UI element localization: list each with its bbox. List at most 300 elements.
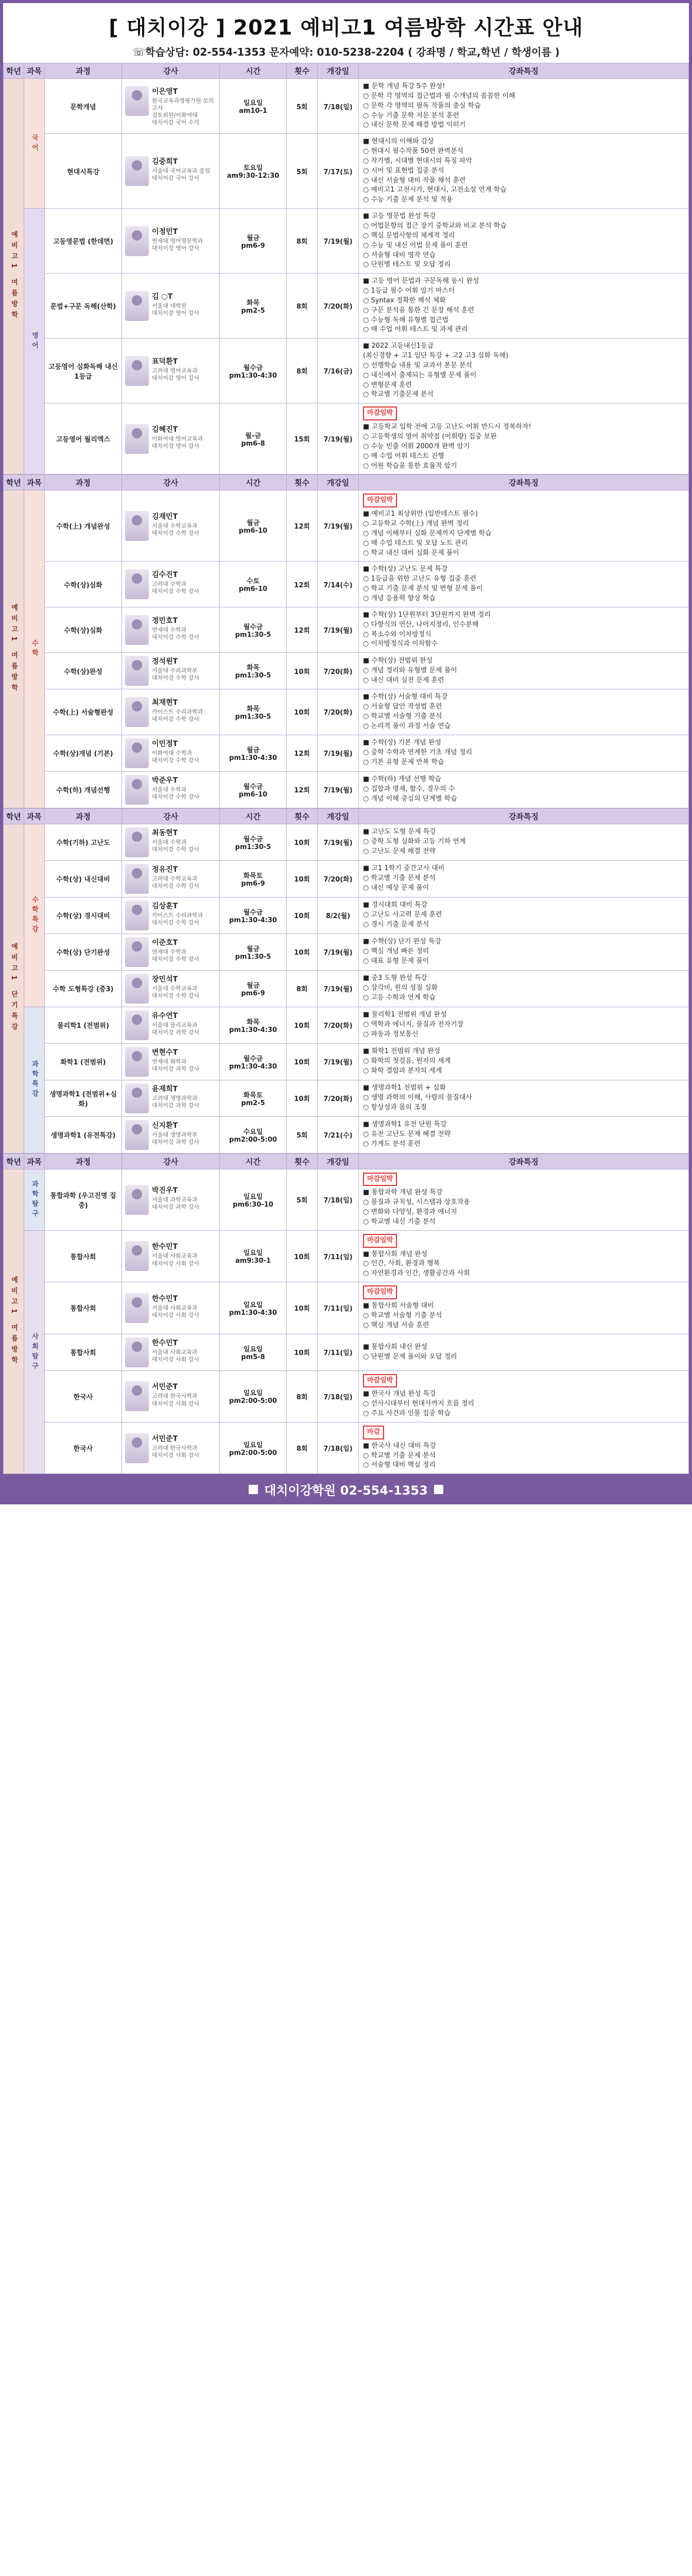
start-date: 7/19(월) bbox=[318, 771, 359, 808]
teacher-info bbox=[152, 864, 199, 890]
teacher-info bbox=[152, 1381, 199, 1408]
column-header: 과목 bbox=[24, 63, 45, 79]
teacher-cell bbox=[122, 79, 220, 134]
description-text: ■ 통합사회 내신 완성 ○ 단원별 문제 풀이와 오답 정리 bbox=[363, 1343, 457, 1361]
description-text: ■ 고등 영문법 완성 특강 ○ 어법문항의 접근 장기 중학교와 비교 분석 학습 ○ 핵심 문법사항의 체계적 정리 ○ 수능 및 내신 어법 문제 풀이 훈련 ○ 서술형 대비 영작 연습 ○ 단원별 테스트 및 오답 정리 bbox=[363, 212, 507, 269]
column-header: 과정 bbox=[45, 1154, 122, 1169]
deadline-badge: 마감임박 bbox=[363, 1374, 397, 1388]
teacher-info bbox=[152, 424, 203, 450]
teacher-credentials: 연세대 화학과 대치이강 과학 강사 bbox=[152, 1058, 200, 1072]
table-row bbox=[4, 735, 689, 771]
grade-label: 예비고1 단기특강 bbox=[4, 824, 24, 1153]
teacher-photo-icon bbox=[125, 1293, 149, 1323]
session-count: 10회 bbox=[287, 1080, 318, 1116]
course-name: 물리학1 (전범위) bbox=[45, 1007, 122, 1043]
start-date: 7/11(일) bbox=[318, 1230, 359, 1282]
teacher-info bbox=[152, 1010, 199, 1037]
column-header: 강좌특징 bbox=[359, 1154, 689, 1169]
footer-text: 대치이강학원 02-554-1353 bbox=[264, 1483, 428, 1498]
teacher-photo-icon bbox=[125, 864, 149, 894]
session-count: 12회 bbox=[287, 490, 318, 562]
start-date: 7/16(금) bbox=[318, 338, 359, 403]
table-row bbox=[4, 771, 689, 808]
class-time: 화목토 pm2-5 bbox=[220, 1080, 287, 1116]
teacher-credentials: 서울대 수학교육과 대치이강 수학 강사 bbox=[152, 522, 200, 537]
column-header: 과정 bbox=[45, 808, 122, 824]
teacher-cell bbox=[122, 1282, 220, 1334]
course-description bbox=[359, 824, 689, 860]
teacher-info bbox=[152, 356, 199, 382]
course-description bbox=[359, 735, 689, 771]
teacher-info bbox=[152, 974, 199, 1000]
teacher-info bbox=[152, 156, 210, 182]
class-time: 월수금 pm6-10 bbox=[220, 771, 287, 808]
description-text: ■ 통합사회 서술형 대비 ○ 학교별 서술형 기출 분석 ○ 핵심 개념 서술 훈련 bbox=[363, 1302, 442, 1329]
teacher-info bbox=[152, 697, 203, 723]
teacher-name: 정석원T bbox=[152, 657, 178, 666]
teacher-info bbox=[152, 1337, 199, 1364]
teacher-info bbox=[152, 775, 199, 801]
page-title: [ 대치이강 ] 2021 예비고1 여름방학 시간표 안내 bbox=[109, 16, 583, 40]
class-time: 월수금 pm1:30-4:30 bbox=[220, 338, 287, 403]
teacher-box bbox=[125, 864, 216, 894]
teacher-info bbox=[152, 1433, 199, 1460]
column-header: 시간 bbox=[220, 808, 287, 824]
teacher-photo-icon bbox=[125, 1185, 149, 1215]
teacher-cell bbox=[122, 1169, 220, 1230]
teacher-box bbox=[125, 1185, 216, 1215]
course-description bbox=[359, 403, 689, 474]
teacher-name: 김중희T bbox=[152, 158, 178, 166]
class-time: 월수금 pm1:30-5 bbox=[220, 607, 287, 652]
description-text: ■ 통합사회 개념 완성 ○ 인간, 사회, 환경과 행복 ○ 자연환경과 인간, 생활공간과 사회 bbox=[363, 1250, 470, 1278]
session-count: 12회 bbox=[287, 735, 318, 771]
start-date: 7/21(수) bbox=[318, 1116, 359, 1153]
teacher-cell bbox=[122, 653, 220, 689]
course-description bbox=[359, 79, 689, 134]
class-time: 화목 pm2-5 bbox=[220, 274, 287, 338]
subject-label: 과학특강 bbox=[24, 1007, 45, 1153]
teacher-box bbox=[125, 511, 216, 541]
teacher-cell bbox=[122, 209, 220, 274]
description-text: ■ 예비고1 최상위반 (입반테스트 필수) ○ 고등학교 수학(上) 개념 완벽 정리 ○ 개념 이해부터 심화 문제까지 단계별 학습 ○ 매 수업 테스트 및 오답 노트 관리 ○ 학교 내신 대비 심화 문제 풀이 bbox=[363, 510, 492, 557]
column-header: 과목 bbox=[24, 475, 45, 490]
teacher-box bbox=[125, 697, 216, 727]
schedule-tables bbox=[3, 63, 689, 1474]
teacher-name: 최동현T bbox=[152, 828, 178, 837]
course-description bbox=[359, 689, 689, 735]
table-row bbox=[4, 607, 689, 652]
column-header: 학년 bbox=[4, 475, 24, 490]
teacher-credentials: 고려대 수학교육과 대치이강 수학 강사 bbox=[152, 875, 200, 889]
teacher-name: 윤재희T bbox=[152, 1084, 178, 1093]
course-name: 수학(상) 단기완성 bbox=[45, 934, 122, 970]
teacher-name: 서민준T bbox=[152, 1383, 178, 1392]
start-date: 7/20(화) bbox=[318, 274, 359, 338]
teacher-credentials: 서울대 국어교육과 졸업 대치이강 국어 강사 bbox=[152, 167, 211, 182]
start-date: 7/20(화) bbox=[318, 689, 359, 735]
course-name: 문학개념 bbox=[45, 79, 122, 134]
course-description bbox=[359, 274, 689, 338]
teacher-cell bbox=[122, 274, 220, 338]
column-header: 과정 bbox=[45, 63, 122, 79]
table-row bbox=[4, 1080, 689, 1116]
teacher-cell bbox=[122, 1080, 220, 1116]
teacher-photo-icon bbox=[125, 156, 149, 186]
teacher-box bbox=[125, 1047, 216, 1077]
table-row bbox=[4, 1282, 689, 1334]
teacher-photo-icon bbox=[125, 937, 149, 967]
session-count: 5회 bbox=[287, 1169, 318, 1230]
teacher-box bbox=[125, 156, 216, 186]
start-date: 7/18(일) bbox=[318, 79, 359, 134]
table-row bbox=[4, 1370, 689, 1422]
course-name: 수학 도형특강 (중3) bbox=[45, 970, 122, 1007]
session-count: 10회 bbox=[287, 1334, 318, 1370]
teacher-box bbox=[125, 291, 216, 321]
teacher-box bbox=[125, 1120, 216, 1150]
course-description bbox=[359, 1334, 689, 1370]
session-count: 10회 bbox=[287, 934, 318, 970]
description-text: ■ 수학(상) 고난도 문제 특강 ○ 1등급을 위한 고난도 유형 집중 훈련 ○ 학교 기출 문제 분석 및 변형 문제 풀이 ○ 개념 응용력 향상 학습 bbox=[363, 565, 483, 602]
table-row bbox=[4, 1116, 689, 1153]
session-count: 5회 bbox=[287, 134, 318, 209]
description-text: ■ 수학(상) 단기 완성 특강 ○ 핵심 개념 빠른 정리 ○ 대표 유형 문제 풀이 bbox=[363, 938, 441, 965]
teacher-info bbox=[152, 1185, 199, 1211]
teacher-cell bbox=[122, 338, 220, 403]
teacher-photo-icon bbox=[125, 775, 149, 805]
teacher-info bbox=[152, 656, 199, 682]
start-date: 7/20(화) bbox=[318, 1080, 359, 1116]
teacher-box bbox=[125, 1010, 216, 1040]
square-icon bbox=[249, 1485, 258, 1494]
course-name: 통합사회 bbox=[45, 1334, 122, 1370]
teacher-cell bbox=[122, 897, 220, 934]
subject-label: 사회탐구 bbox=[24, 1230, 45, 1474]
start-date: 7/20(화) bbox=[318, 653, 359, 689]
teacher-cell bbox=[122, 824, 220, 860]
table-row bbox=[4, 1422, 689, 1473]
column-header: 학년 bbox=[4, 63, 24, 79]
description-text: ■ 한국사 개념 완성 특강 ○ 선사시대부터 현대사까지 흐름 정리 ○ 주요 사건과 인물 집중 학습 bbox=[363, 1390, 475, 1418]
course-description bbox=[359, 934, 689, 970]
course-name: 화학1 (전범위) bbox=[45, 1043, 122, 1080]
teacher-info bbox=[152, 901, 203, 927]
course-description bbox=[359, 1116, 689, 1153]
course-name: 한국사 bbox=[45, 1422, 122, 1473]
teacher-name: 신지환T bbox=[152, 1121, 178, 1130]
table-row bbox=[4, 1169, 689, 1230]
description-text: ■ 고등 영어 문법과 구문독해 동시 완성 ○ 1등급 필수 어휘 암기 마스터 ○ Syntax 정확한 해석 체화 ○ 구문 분석을 통한 긴 문장 해석 훈련 ○ 수능형 독해 유형별 접근법 ○ 매 수업 어휘 테스트 및 과제 관리 bbox=[363, 277, 479, 334]
course-name: 수학(하) 개념선행 bbox=[45, 771, 122, 808]
teacher-name: 김 ○T bbox=[152, 292, 173, 301]
teacher-box bbox=[125, 1381, 216, 1411]
teacher-photo-icon bbox=[125, 901, 149, 930]
teacher-info bbox=[152, 226, 203, 252]
course-description bbox=[359, 897, 689, 934]
subject-label: 수학특강 bbox=[24, 824, 45, 1007]
start-date: 8/2(월) bbox=[318, 897, 359, 934]
teacher-info bbox=[152, 291, 199, 317]
teacher-box bbox=[125, 937, 216, 967]
class-time: 일요일 pm2:00-5:00 bbox=[220, 1422, 287, 1473]
teacher-credentials: 한국교육과정평가원 모의고사 검토위원/이화여대 대치이강 국어 수석 bbox=[152, 97, 214, 126]
course-description bbox=[359, 771, 689, 808]
teacher-box bbox=[125, 901, 216, 930]
table-header-row bbox=[4, 808, 689, 824]
session-count: 8회 bbox=[287, 274, 318, 338]
teacher-info bbox=[152, 1241, 199, 1267]
teacher-name: 한수민T bbox=[152, 1243, 178, 1251]
teacher-cell bbox=[122, 934, 220, 970]
session-count: 10회 bbox=[287, 1043, 318, 1080]
teacher-box bbox=[125, 1083, 216, 1113]
column-header: 개강일 bbox=[318, 475, 359, 490]
grade-label: 예비고1 여름방학 bbox=[4, 1169, 24, 1474]
contact-info: ☏학습상담: 02-554-1353 문자예약: 010-5238-2204 ( 강좌명 / 학교,학년 / 학생이름 ) bbox=[132, 46, 560, 58]
teacher-photo-icon bbox=[125, 974, 149, 1004]
teacher-photo-icon bbox=[125, 356, 149, 386]
course-name: 생명과학1 (유전특강) bbox=[45, 1116, 122, 1153]
teacher-info bbox=[152, 1293, 199, 1319]
session-count: 5회 bbox=[287, 79, 318, 134]
table-row bbox=[4, 1007, 689, 1043]
teacher-cell bbox=[122, 860, 220, 897]
teacher-cell bbox=[122, 771, 220, 808]
column-header: 시간 bbox=[220, 475, 287, 490]
description-text: ■ 경시대회 대비 특강 ○ 고난도 사고력 문제 훈련 ○ 경시 기출 문제 분석 bbox=[363, 901, 442, 928]
column-header: 과정 bbox=[45, 475, 122, 490]
session-count: 12회 bbox=[287, 607, 318, 652]
description-text: ■ 문학 개념 특강 5주 완성! ○ 문학 각 영역의 접근법과 필 수개념의 꼼꼼한 이해 ○ 문학 각 영역의 필독 작품의 충실 학습 ○ 수능 기출 문학 지문 분석 훈련 ○ 내신 문학 문제 해결 방법 익히기 bbox=[363, 82, 515, 129]
start-date: 7/18(일) bbox=[318, 1169, 359, 1230]
column-header: 횟수 bbox=[287, 63, 318, 79]
teacher-photo-icon bbox=[125, 615, 149, 645]
description-text: ■ 생명과학1 전범위 + 심화 ○ 생명 과학의 이해, 사람의 물질대사 ○ 항상성과 몸의 조절 bbox=[363, 1084, 472, 1111]
teacher-credentials: 고려대 한국사학과 대치이강 사회 강사 bbox=[152, 1393, 200, 1407]
footer-bar bbox=[3, 1474, 689, 1504]
teacher-credentials: 이화여대 수학과 대치이강 수학 강사 bbox=[152, 749, 200, 764]
deadline-badge: 마감임박 bbox=[363, 494, 397, 507]
session-count: 12회 bbox=[287, 562, 318, 607]
description-text: ■ 수학(하) 개념 선행 학습 ○ 집합과 명제, 함수, 경우의 수 ○ 개념 이해 중심의 단계별 학습 bbox=[363, 775, 457, 803]
course-description bbox=[359, 1007, 689, 1043]
course-description bbox=[359, 970, 689, 1007]
course-name: 수학(상) 내신대비 bbox=[45, 860, 122, 897]
teacher-name: 이민정T bbox=[152, 739, 178, 748]
session-count: 10회 bbox=[287, 1282, 318, 1334]
table-row bbox=[4, 79, 689, 134]
course-name: 통합사회 bbox=[45, 1282, 122, 1334]
course-description bbox=[359, 1169, 689, 1230]
teacher-name: 한수민T bbox=[152, 1294, 178, 1303]
session-count: 8회 bbox=[287, 970, 318, 1007]
class-time: 월-금 pm6-8 bbox=[220, 403, 287, 474]
teacher-credentials: 서울대 사회교육과 대치이강 사회 강사 bbox=[152, 1348, 200, 1363]
description-text: ■ 중3 도형 완성 특강 ○ 삼각비, 원의 성질 심화 ○ 고등 수학과 연계 학습 bbox=[363, 974, 438, 1002]
course-name: 수학(상)개념 (기본) bbox=[45, 735, 122, 771]
class-time: 월금 pm6-9 bbox=[220, 970, 287, 1007]
teacher-box bbox=[125, 1241, 216, 1271]
start-date: 7/19(월) bbox=[318, 490, 359, 562]
teacher-info bbox=[152, 615, 199, 641]
teacher-name: 표덕환T bbox=[152, 357, 178, 366]
teacher-name: 정민호T bbox=[152, 616, 178, 625]
class-time: 월수금 pm1:30-4:30 bbox=[220, 897, 287, 934]
column-header: 시간 bbox=[220, 63, 287, 79]
teacher-box bbox=[125, 615, 216, 645]
deadline-badge: 마감임박 bbox=[363, 1173, 397, 1187]
class-time: 월금 pm6-10 bbox=[220, 490, 287, 562]
teacher-cell bbox=[122, 403, 220, 474]
teacher-box bbox=[125, 775, 216, 805]
grade-label: 예비고1 여름방학 bbox=[4, 79, 24, 474]
course-description bbox=[359, 490, 689, 562]
column-header: 시간 bbox=[220, 1154, 287, 1169]
teacher-name: 서민준T bbox=[152, 1434, 178, 1443]
teacher-info bbox=[152, 511, 199, 537]
teacher-photo-icon bbox=[125, 1433, 149, 1463]
class-time: 화목토 pm6-9 bbox=[220, 860, 287, 897]
column-header: 개강일 bbox=[318, 808, 359, 824]
column-header: 강사 bbox=[122, 475, 220, 490]
course-name: 고등영문법 (한데면) bbox=[45, 209, 122, 274]
table-row bbox=[4, 490, 689, 562]
teacher-photo-icon bbox=[125, 1381, 149, 1411]
teacher-cell bbox=[122, 607, 220, 652]
class-time: 화목 pm1:30-5 bbox=[220, 653, 287, 689]
description-text: ■ 2022 고등내신1등급 (최신경향 + 고1 입단 특강 + 고2 고3 심화 독해) ○ 선행학습 내용 및 교과서 본문 분석 ○ 내신에서 출제되는 유형별 문제 풀이 ○ 변형문제 훈련 ○ 학교별 기출문제 분석 bbox=[363, 342, 509, 399]
table-header-row bbox=[4, 63, 689, 79]
course-description bbox=[359, 1080, 689, 1116]
teacher-photo-icon bbox=[125, 697, 149, 727]
teacher-credentials: 서울대 사회교육과 대치이강 사회 강사 bbox=[152, 1304, 200, 1319]
teacher-photo-icon bbox=[125, 226, 149, 256]
teacher-cell bbox=[122, 1334, 220, 1370]
subject-label: 수학 bbox=[24, 490, 45, 808]
teacher-cell bbox=[122, 1043, 220, 1080]
table-row bbox=[4, 897, 689, 934]
session-count: 10회 bbox=[287, 1007, 318, 1043]
teacher-cell bbox=[122, 735, 220, 771]
column-header: 개강일 bbox=[318, 1154, 359, 1169]
course-name: 통합과학 (우고진명 집중) bbox=[45, 1169, 122, 1230]
table-row bbox=[4, 970, 689, 1007]
teacher-photo-icon bbox=[125, 1047, 149, 1077]
class-time: 월금 pm1:30-5 bbox=[220, 934, 287, 970]
teacher-credentials: 연세대 수학과 대치이강 수학 강사 bbox=[152, 948, 200, 962]
course-description bbox=[359, 209, 689, 274]
teacher-credentials: 서울대 과학교육과 대치이강 과학 강사 bbox=[152, 1196, 200, 1210]
session-count: 12회 bbox=[287, 771, 318, 808]
start-date: 7/19(월) bbox=[318, 970, 359, 1007]
course-name: 고등영어 심화독해 내신1등급 bbox=[45, 338, 122, 403]
grade-label: 예비고1 여름방학 bbox=[4, 490, 24, 808]
subject-label: 과학탐구 bbox=[24, 1169, 45, 1230]
teacher-info bbox=[152, 1047, 199, 1073]
teacher-photo-icon bbox=[125, 1083, 149, 1113]
session-count: 10회 bbox=[287, 860, 318, 897]
teacher-info bbox=[152, 1120, 199, 1146]
table-row bbox=[4, 338, 689, 403]
class-time: 수요일 pm2:00-5:00 bbox=[220, 1116, 287, 1153]
table-row bbox=[4, 209, 689, 274]
course-description bbox=[359, 338, 689, 403]
subject-label: 국어 bbox=[24, 79, 45, 209]
table-row bbox=[4, 860, 689, 897]
start-date: 7/20(화) bbox=[318, 860, 359, 897]
teacher-photo-icon bbox=[125, 738, 149, 768]
course-description bbox=[359, 1230, 689, 1282]
session-count: 10회 bbox=[287, 689, 318, 735]
table-row bbox=[4, 134, 689, 209]
description-text: ■ 고등학교 입학 전에 고등 고난도 어휘 반드시 정복하자! ○ 고등학생의 영어 취약점 (어휘량) 집중 보완 ○ 수능 빈출 어휘 2000개 완벽 암기 ○ 매 수업 어휘 테스트 진행 ○ 어원 학습을 통한 효율적 암기 bbox=[363, 423, 531, 470]
table-header-row bbox=[4, 475, 689, 490]
class-time: 월수금 pm1:30-5 bbox=[220, 824, 287, 860]
teacher-photo-icon bbox=[125, 1337, 149, 1367]
teacher-credentials: 카이스트 수리과학과 대치이강 수학 강사 bbox=[152, 708, 203, 723]
teacher-credentials: 카이스트 수리과학과 대치이강 수학 강사 bbox=[152, 911, 203, 926]
start-date: 7/19(월) bbox=[318, 735, 359, 771]
description-text: ■ 고난도 도형 문제 특강 ○ 중학 도형 심화와 고등 기하 연계 ○ 고난도 문제 해결 전략 bbox=[363, 828, 466, 855]
teacher-box bbox=[125, 1433, 216, 1463]
start-date: 7/19(월) bbox=[318, 209, 359, 274]
session-count: 8회 bbox=[287, 209, 318, 274]
course-description bbox=[359, 860, 689, 897]
deadline-badge: 마감 bbox=[363, 1426, 384, 1439]
table-row bbox=[4, 653, 689, 689]
teacher-info bbox=[152, 569, 199, 596]
column-header: 강좌특징 bbox=[359, 475, 689, 490]
class-time: 일요일 pm1:30-4:30 bbox=[220, 1282, 287, 1334]
teacher-cell bbox=[122, 970, 220, 1007]
teacher-credentials: 고려대 한국사학과 대치이강 사회 강사 bbox=[152, 1444, 200, 1459]
teacher-photo-icon bbox=[125, 511, 149, 541]
class-time: 일요일 pm2:00-5:00 bbox=[220, 1370, 287, 1422]
teacher-photo-icon bbox=[125, 656, 149, 686]
schedule-table bbox=[3, 1154, 689, 1475]
start-date: 7/14(수) bbox=[318, 562, 359, 607]
course-description bbox=[359, 1043, 689, 1080]
teacher-box bbox=[125, 424, 216, 454]
teacher-credentials: 서울대 물리교육과 대치이강 과학 강사 bbox=[152, 1021, 200, 1036]
teacher-credentials: 서울대 수학교육과 대치이강 수학 강사 bbox=[152, 985, 200, 999]
teacher-name: 김재민T bbox=[152, 512, 178, 521]
teacher-box bbox=[125, 1337, 216, 1367]
teacher-name: 한수민T bbox=[152, 1338, 178, 1347]
description-text: ■ 통합과학 개념 완성 특강 ○ 물질과 규칙성, 시스템과 상호작용 ○ 변화와 다양성, 환경과 에너지 ○ 학교별 내신 기출 분석 bbox=[363, 1189, 470, 1226]
teacher-box bbox=[125, 827, 216, 857]
teacher-credentials: 서울대 대학원 대치이강 영어 강사 bbox=[152, 302, 200, 317]
teacher-info bbox=[152, 1083, 199, 1110]
teacher-name: 이정민T bbox=[152, 227, 178, 236]
teacher-photo-icon bbox=[125, 569, 149, 599]
teacher-name: 이준호T bbox=[152, 938, 178, 947]
course-description bbox=[359, 607, 689, 652]
class-time: 월금 pm6-9 bbox=[220, 209, 287, 274]
table-row bbox=[4, 689, 689, 735]
teacher-cell bbox=[122, 1007, 220, 1043]
teacher-credentials: 서울대 수학과 대치이강 수학 강사 bbox=[152, 786, 200, 800]
teacher-name: 이은영T bbox=[152, 87, 178, 96]
column-header: 횟수 bbox=[287, 475, 318, 490]
teacher-info bbox=[152, 937, 199, 963]
course-description bbox=[359, 1282, 689, 1334]
start-date: 7/18(일) bbox=[318, 1370, 359, 1422]
table-row bbox=[4, 1043, 689, 1080]
column-header: 강사 bbox=[122, 63, 220, 79]
class-time: 수토 pm6-10 bbox=[220, 562, 287, 607]
